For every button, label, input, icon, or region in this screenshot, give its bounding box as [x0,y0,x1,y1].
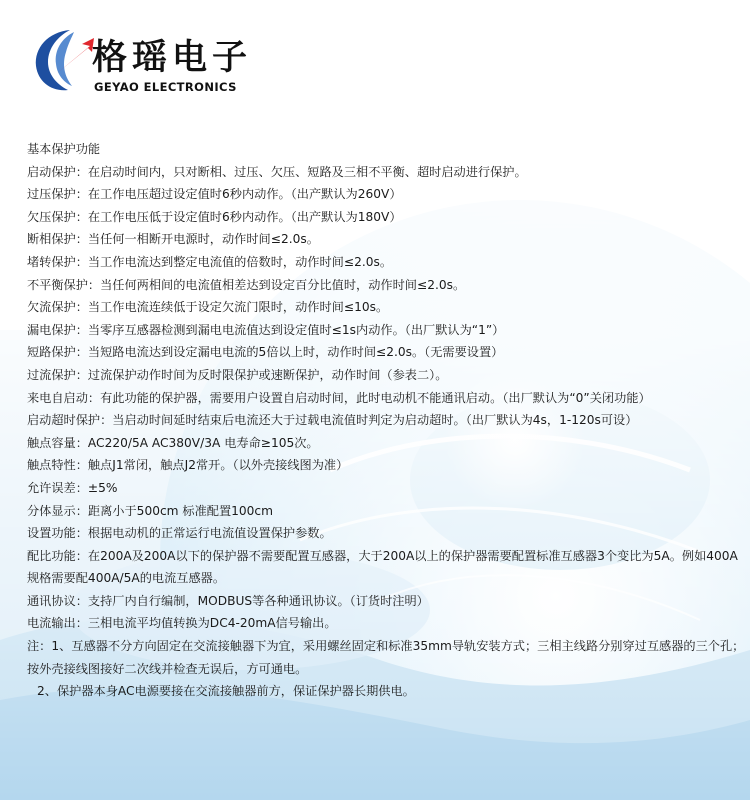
section-heading: 基本保护功能 [27,142,101,156]
spec-line: 触点特性：触点J1常闭，触点J2常开。（以外壳接线图为准） [27,458,349,473]
spec-line: 电流输出：三相电流平均值转换为DC4-20mA信号输出。 [27,616,337,631]
logo-swoosh-icon [30,24,100,96]
spec-line: 欠压保护：在工作电压低于设定值时6秒内动作。（出产默认为180V） [27,209,402,224]
spec-text [27,138,745,703]
spec-line: 触点容量：AC220/5A AC380V/3A 电寿命≥105次。 [27,435,319,450]
brand-name-chinese: 格瑶电子 [92,38,253,78]
spec-line: 漏电保护：当零序互感器检测到漏电电流值达到设定值时≤1s内动作。（出厂默认为“1”） [27,322,505,337]
spec-line: 过流保护：过流保护动作时间为反时限保护或速断保护，动作时间（参表二）。 [27,367,448,382]
spec-line: 允许误差：±5% [27,480,118,495]
spec-line: 断相保护：当任何一相断开电源时，动作时间≤2.0s。 [27,232,319,247]
spec-line: 分体显示：距离小于500cm 标准配置100cm [27,503,273,518]
spec-line: 堵转保护：当工作电流达到整定电流值的倍数时，动作时间≤2.0s。 [27,254,393,269]
spec-line: 启动超时保护：当启动时间延时结束后电流还大于过载电流值时判定为启动超时。（出厂默认为4s，1-120s可设） [27,413,638,428]
spec-line: 启动保护：在启动时间内，只对断相、过压、欠压、短路及三相不平衡、超时启动进行保护。 [27,164,527,179]
company-logo [30,24,270,104]
note-paragraph: 注：1、互感器不分方向固定在交流接触器下为宜，采用螺丝固定和标准35mm导轨安装方式；三相主线路分别穿过互感器的三个孔；按外壳接线图接好二次线并检查无误后，方可通电。 [27,639,745,676]
spec-line: 过压保护：在工作电压超过设定值时6秒内动作。（出产默认为260V） [27,187,402,202]
spec-line: 通讯协议：支持厂内自行编制，MODBUS等各种通讯协议。（订货时注明） [27,593,429,608]
spec-line: 不平衡保护：当任何两相间的电流值相差达到设定百分比值时，动作时间≤2.0s。 [27,277,466,292]
ratio-paragraph: 配比功能：在200A及200A以下的保护器不需要配置互感器，大于200A以上的保护器需要配置标准互感器3个变比为5A。例如400A规格需要配400A/5A的电流互感器。 [27,548,738,586]
note-paragraph: 2、保护器本身AC电源要接在交流接触器前方，保证保护器长期供电。 [37,684,415,699]
brand-name-english: GEYAO ELECTRONICS [94,80,237,94]
spec-line: 欠流保护：当工作电流连续低于设定欠流门限时，动作时间≤10s。 [27,300,389,315]
spec-line: 短路保护：当短路电流达到设定漏电电流的5倍以上时，动作时间≤2.0s。（无需要设置） [27,345,504,360]
spec-line: 来电自启动：有此功能的保护器，需要用户设置自启动时间，此时电动机不能通讯启动。（出厂默认为“0”关闭功能） [27,390,651,405]
spec-line: 设置功能：根据电动机的正常运行电流值设置保护参数。 [27,526,332,541]
